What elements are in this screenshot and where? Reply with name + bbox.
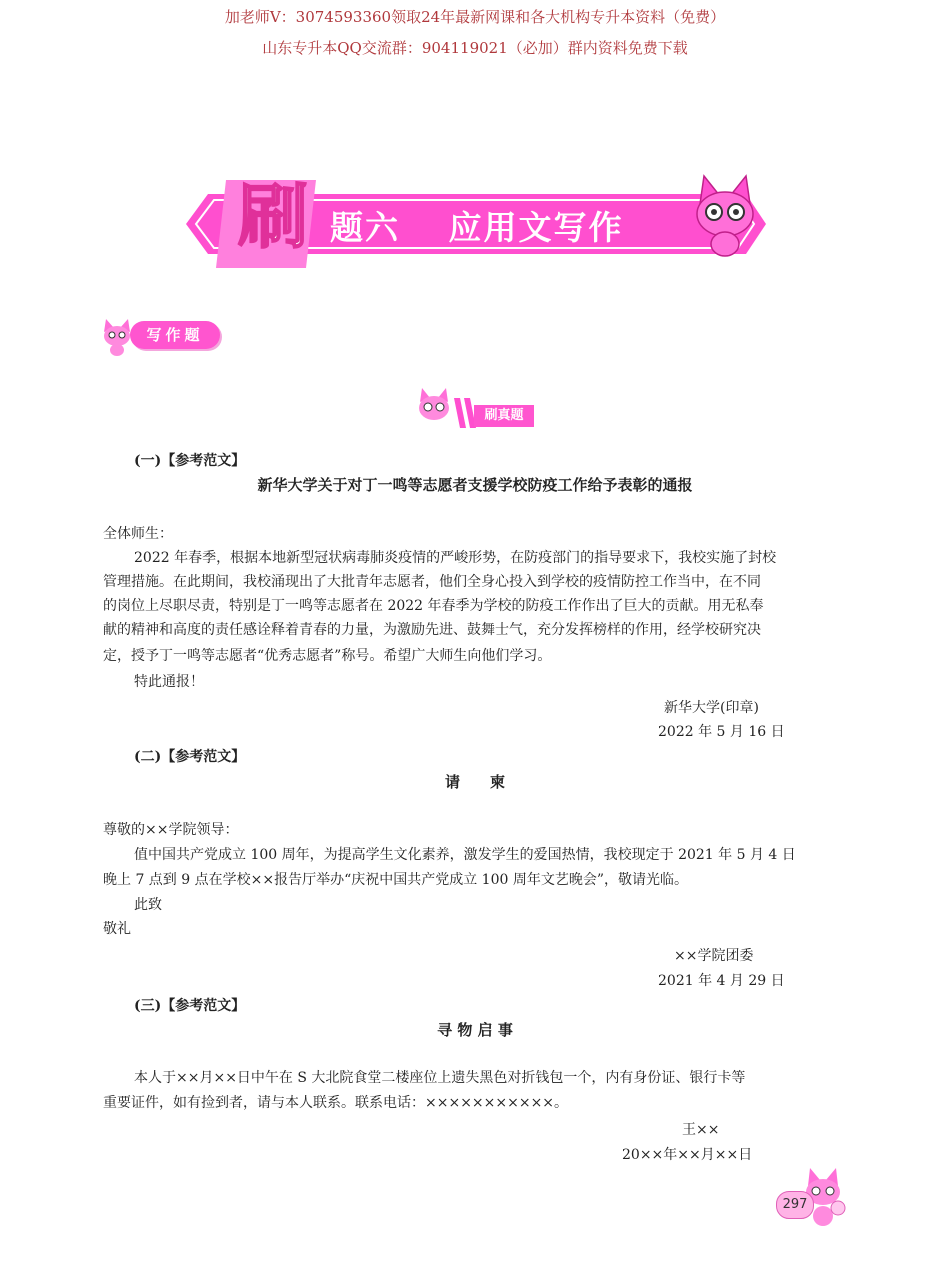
date-2: 2021 年 4 月 29 日 (658, 973, 785, 989)
fox-tag-icon (414, 386, 476, 432)
salutation-2: 尊敬的××学院领导： (103, 822, 239, 838)
lost-notice-title: 寻 物 启 事 (437, 1021, 513, 1039)
real-exam-tag: 刷真题 (474, 405, 534, 427)
section-label-2: (二)【参考范文】 (134, 749, 246, 765)
invitation-title: 请 柬 (444, 773, 505, 791)
closing-2b: 敬礼 (103, 921, 131, 937)
para-3-line-2: 重要证件，如有捡到者，请与本人联系。联系电话：×××××××××××。 (103, 1095, 569, 1111)
para-1-line-5: 定，授予丁一鸣等志愿者“优秀志愿者”称号。希望广大师生向他们学习。 (103, 648, 552, 664)
para-3-line-1: 本人于××月××日中午在 S 大北院食堂二楼座位上遗失黑色对折钱包一个，内有身份证、银行卡等 (134, 1070, 746, 1086)
shua-character: 刷 (238, 176, 308, 258)
date-1: 2022 年 5 月 16 日 (658, 724, 785, 740)
para-1-line-2: 管理措施。在此期间，我校涌现出了大批青年志愿者，他们全身心投入到学校的疫情防控工作当中，在不同 (103, 574, 761, 590)
writing-tag: 写作题 (130, 321, 220, 349)
signer-1: 新华大学(印章) (664, 700, 759, 716)
salutation-1: 全体师生： (103, 526, 173, 542)
page-number: 297 (776, 1191, 814, 1219)
signer-3: 王×× (682, 1122, 720, 1138)
para-1-line-3: 的岗位上尽职尽责，特别是丁一鸣等志愿者在 2022 年春季为学校的防疫工作作出了巨大的贡献。用无私奉 (103, 598, 764, 614)
para-2-line-1: 值中国共产党成立 100 周年，为提高学生文化素养，激发学生的爱国热情，我校现定于 2021 年 5 月 4 日 (134, 847, 796, 863)
para-1-line-1: 2022 年春季，根据本地新型冠状病毒肺炎疫情的严峻形势，在防疫部门的指导要求下，我校实施了封校 (134, 550, 777, 566)
para-2-line-2: 晚上 7 点到 9 点在学校××报告厅举办“庆祝中国共产党成立 100 周年文艺晚会”，敬请光临。 (103, 872, 689, 888)
fox-mascot-icon (690, 174, 760, 258)
ad-line-2: 山东专升本QQ交流群：904119021（必加）群内资料免费下载 (262, 39, 688, 57)
closing-2a: 此致 (134, 897, 162, 913)
date-3: 20××年××月××日 (622, 1147, 753, 1163)
signer-2: ××学院团委 (674, 948, 754, 964)
section-label-1: (一)【参考范文】 (134, 453, 246, 469)
closing-1: 特此通报！ (134, 674, 204, 690)
notice-title: 新华大学关于对丁一鸣等志愿者支援学校防疫工作给予表彰的通报 (257, 476, 693, 494)
ad-line-1: 加老师V：3074593360领取24年最新网课和各大机构专升本资料（免费） (224, 8, 726, 26)
chapter-title: 题六 应用文写作 (330, 208, 624, 247)
small-fox-icon (100, 318, 134, 356)
section-label-3: (三)【参考范文】 (134, 998, 246, 1014)
para-1-line-4: 献的精神和高度的责任感诠释着青春的力量，为激励先进、鼓舞士气，充分发挥榜样的作用，经学校研究决 (103, 622, 761, 638)
